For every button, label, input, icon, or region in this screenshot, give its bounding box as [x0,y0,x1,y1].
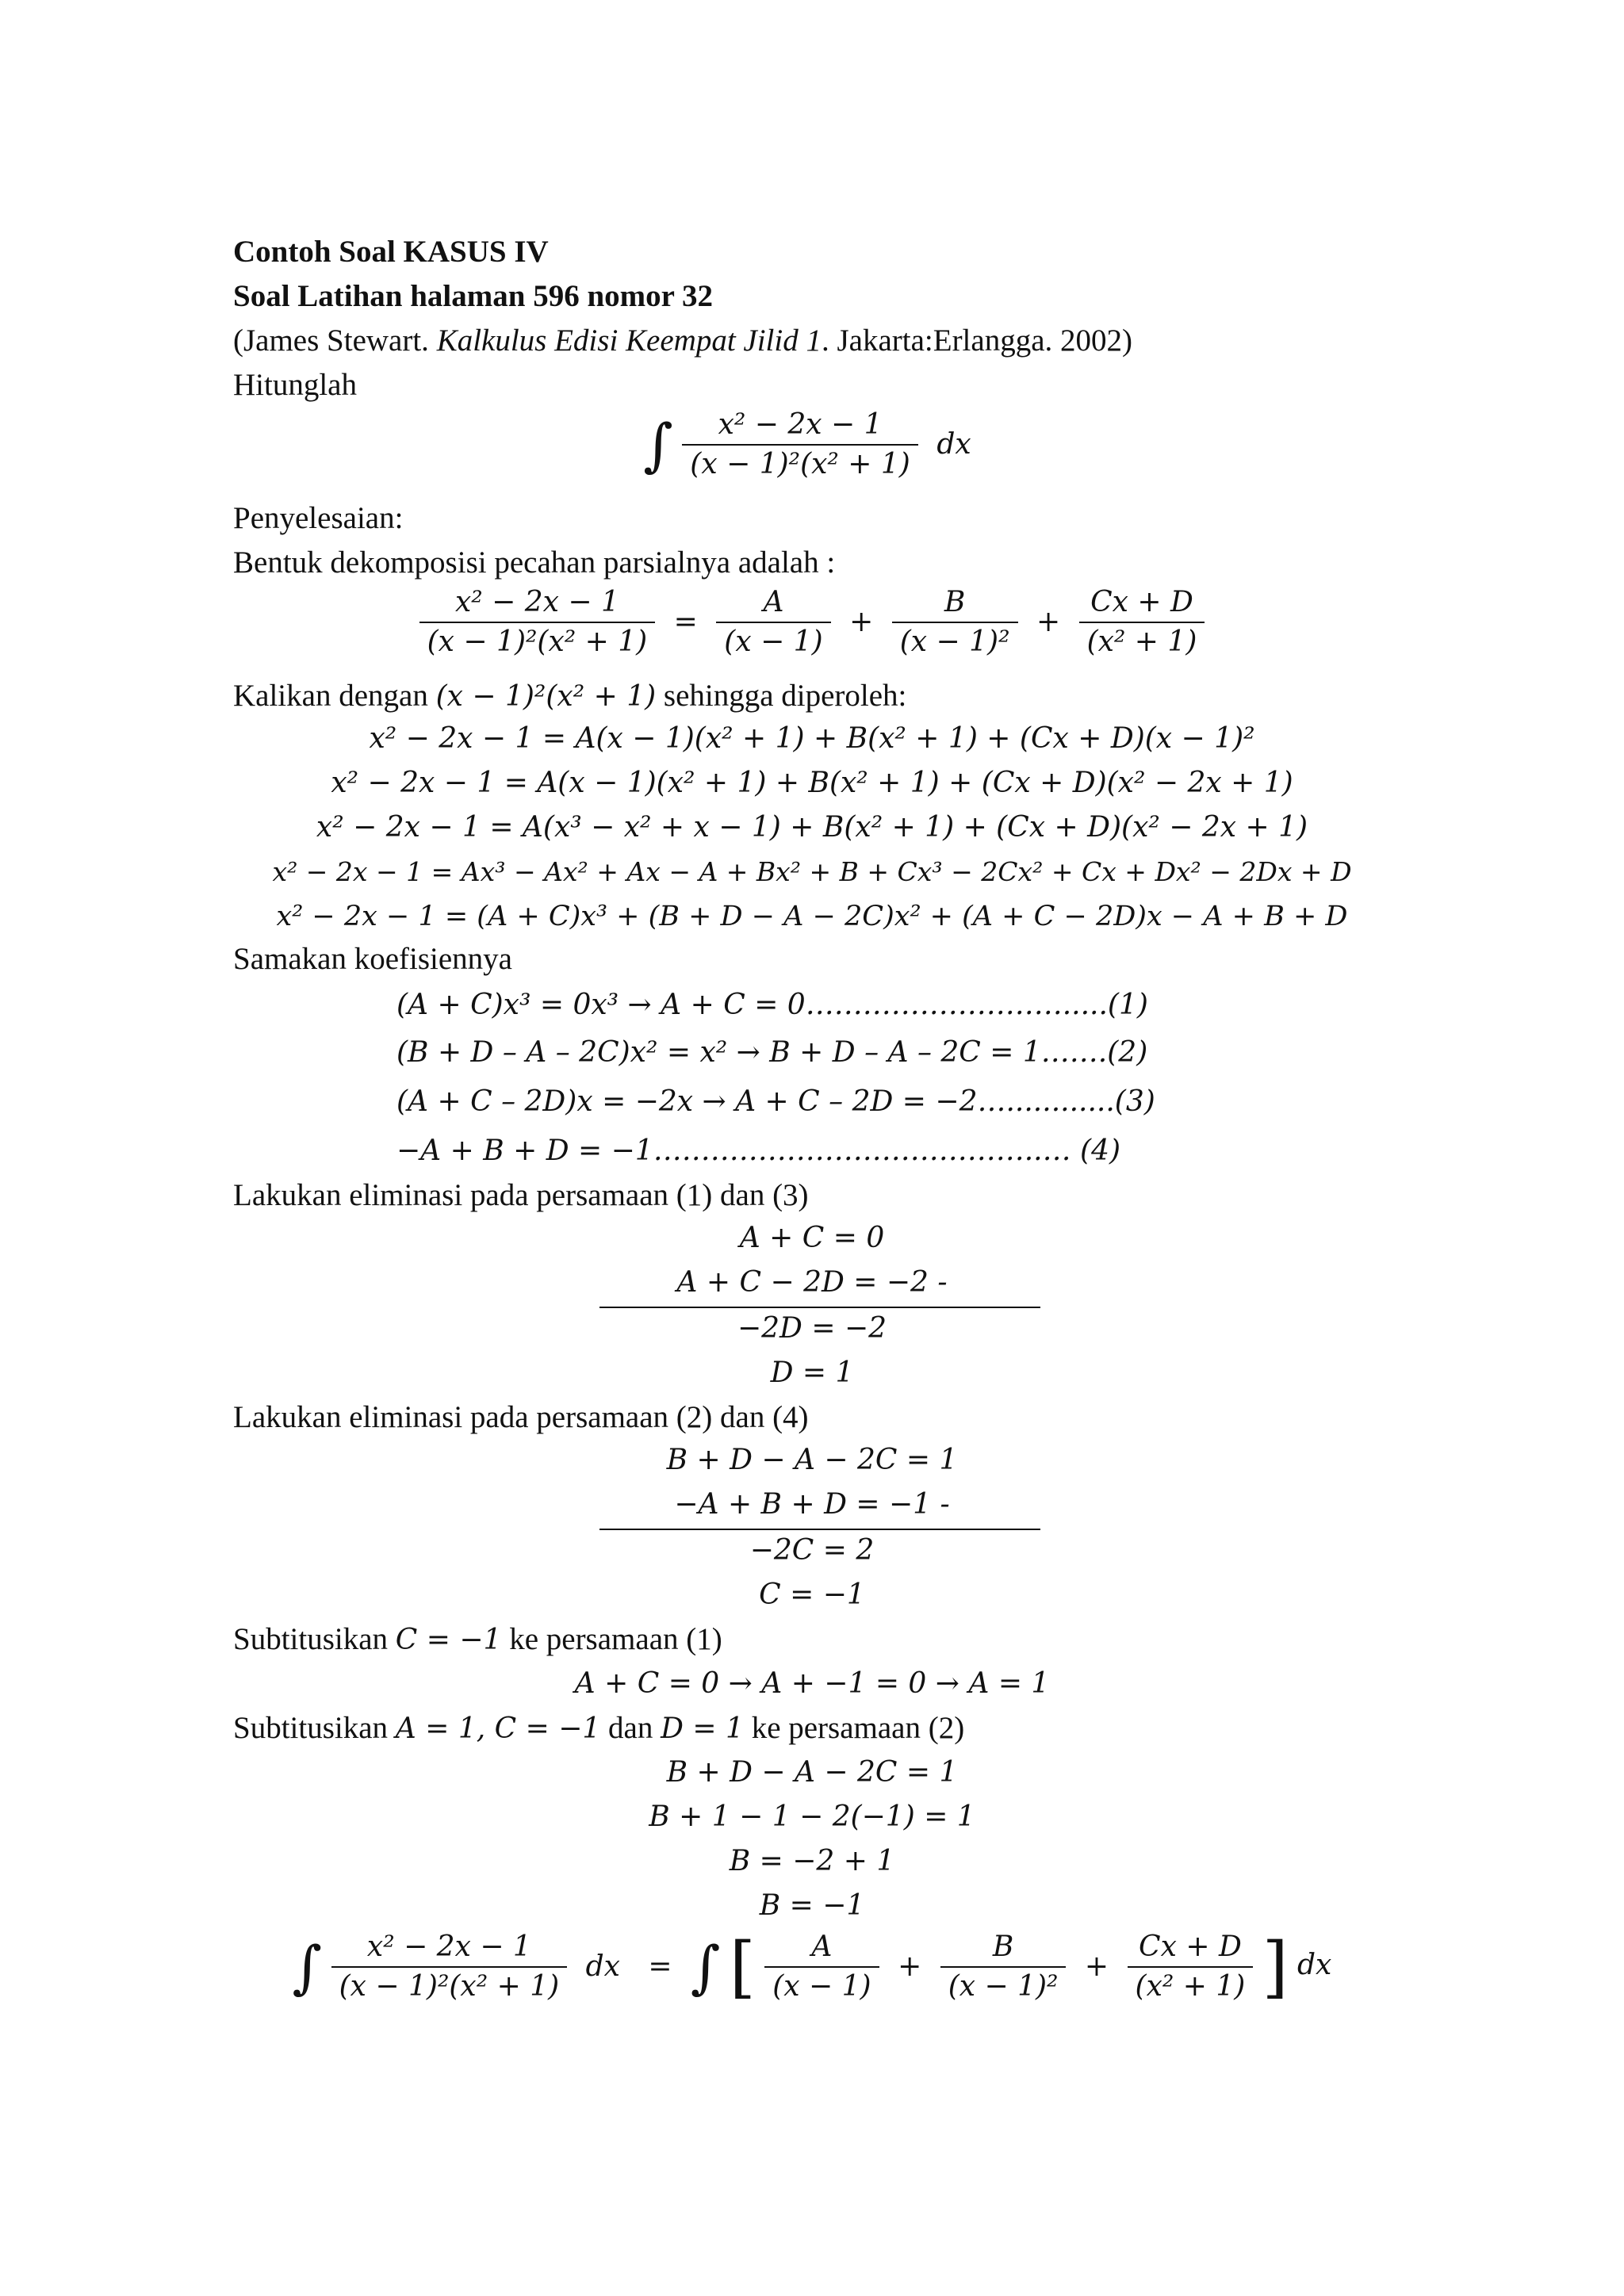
elim2-line-1: B + D − A − 2C = 1 [666,1444,958,1476]
final-integral: ∫ $\frac{\text{x² − 2x − 1}}{\text{(x − 1)²(x² + 1)}}$ dx = ∫ [ $\frac{A}{(x - 1)}$ + $\frac{B}{\text{(x − 1)²}}$ + $\frac{Cx + D}{\text{(x² + 1)}}$ ] dx [292,1928,1332,2006]
coef-label: Samakan koefisiennya [233,942,512,976]
integrand-fraction: $\frac{\text{x² − 2x − 1}}{\text{(x − 1)²(x² + 1)}}$ [682,406,918,484]
main-integral: ∫ $\frac{\text{x² − 2x − 1}}{\text{(x − 1)²(x² + 1)}}$ dx [0,406,1624,484]
solution-label: Penyelesaian: [233,501,404,535]
elim1-rule [599,1307,1040,1308]
elim2-line-3: −2C = 2 [749,1534,875,1567]
elim1-label: Lakukan eliminasi pada persamaan (1) dan (3) [233,1178,809,1212]
solution-intro: Bentuk dekomposisi pecahan parsialnya adalah : [233,545,836,580]
coef-eq-1: (A + C)x³ = 0x³ → A + C = 0……………………….....(1) [396,989,1148,1021]
elim1-line-3: −2D = −2 [737,1312,887,1345]
expansion-line-1: x² − 2x − 1 = A(x − 1)(x² + 1) + B(x² + 1) + (Cx + D)(x − 1)² [369,722,1255,755]
partial-fraction-decomposition: $\frac{\text{x² − 2x − 1}}{\text{(x − 1)²(x² + 1)}}$ = $\frac{A}{(x - 1)}$ + $\frac{B}{\text{(x − 1)²}}$ + $\frac{Cx + D}{\text{(x² + 1)}}$ [0,584,1624,661]
subst2-label: Subtitusikan A = 1, C = −1 dan D = 1 ke persamaan (2) [233,1711,965,1745]
expansion-line-3: x² − 2x − 1 = A(x³ − x² + x − 1) + B(x² + 1) + (Cx + D)(x² − 2x + 1) [316,811,1308,844]
elim1-line-2: A + C − 2D = −2 - [676,1266,948,1299]
subst2-line-1: B + D − A − 2C = 1 [666,1756,958,1789]
integral-sign: ∫ [292,1934,323,2000]
reference-line [233,322,1132,360]
elim2-line-2: −A + B + D = −1 - [674,1488,950,1521]
heading-subtitle: Soal Latihan halaman 596 nomor 32 [233,279,713,313]
coef-eq-2: (B + D – A – 2C)x² = x² → B + D – A – 2C = 1…….(2) [396,1036,1148,1069]
ref-open: (James Stewart. [233,323,437,358]
integral-sign: ∫ [691,1934,721,2000]
ref-book-title: Kalkulus Edisi Keempat Jilid 1 [436,323,822,358]
subst2-line-4: B = −1 [759,1889,865,1922]
heading-title: Contoh Soal KASUS IV [233,235,549,269]
elim1-line-4: D = 1 [770,1357,854,1389]
coef-eq-4: −A + B + D = −1…………………………………..… (4) [396,1135,1121,1167]
subst2-line-2: B + 1 − 1 − 2(−1) = 1 [649,1800,975,1833]
multiply-line: Kalikan dengan (x − 1)²(x² + 1) sehingga diperoleh: [233,679,907,713]
coef-eq-3: (A + C – 2D)x = −2x → A + C – 2D = −2…............(3) [396,1085,1155,1118]
elim2-label: Lakukan eliminasi pada persamaan (2) dan (4) [233,1400,809,1434]
elim1-line-1: A + C = 0 [739,1222,885,1254]
elim2-line-4: C = −1 [759,1578,865,1611]
ref-close: . Jakarta:Erlangga. 2002) [821,323,1133,358]
expansion-line-4: x² − 2x − 1 = Ax³ − Ax² + Ax − A + Bx² + B + Cx³ − 2Cx² + Cx + Dx² − 2Dx + D [272,856,1352,887]
instruction: Hitunglah [233,368,357,402]
expansion-line-2: x² − 2x − 1 = A(x − 1)(x² + 1) + B(x² + 1) + (Cx + D)(x² − 2x + 1) [331,767,1293,799]
subst1-result: A + C = 0 → A + −1 = 0 → A = 1 [574,1667,1050,1700]
expansion-line-5: x² − 2x − 1 = (A + C)x³ + (B + D − A − 2C)x² + (A + C − 2D)x − A + B + D [276,901,1348,932]
elim2-rule [599,1529,1040,1530]
subst1-label: Subtitusikan C = −1 ke persamaan (1) [233,1622,722,1656]
integral-sign: ∫ [643,411,673,478]
subst2-line-3: B = −2 + 1 [729,1845,895,1877]
